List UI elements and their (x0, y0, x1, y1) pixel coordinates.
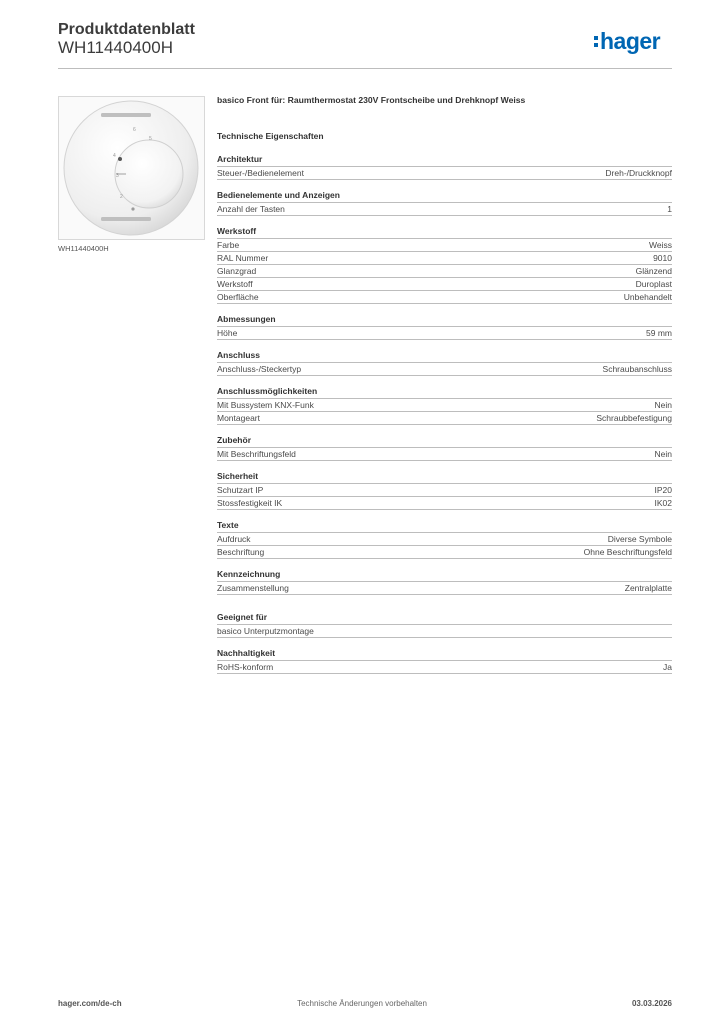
spec-row (217, 532, 672, 545)
footer-date: 03.03.2026 (631, 999, 672, 1008)
section-title: Anschluss (217, 350, 260, 360)
spec-label: RoHS-konform (217, 662, 274, 672)
spec-label: Stossfestigkeit IK (217, 498, 283, 508)
spec-value: Zentralplatte (624, 583, 672, 593)
spec-value: IP20 (654, 485, 672, 495)
spec-row (217, 660, 672, 674)
product-code: WH11440400H (58, 38, 173, 57)
footer-website: hager.com/de-ch (58, 999, 122, 1008)
spec-label: RAL Nummer (217, 253, 269, 263)
section-title: Werkstoff (217, 226, 257, 236)
thermostat-illustration (59, 97, 204, 239)
spec-row (217, 166, 672, 180)
spec-section (217, 225, 672, 304)
spec-label: basico Unterputzmontage (217, 626, 314, 636)
spec-section (217, 189, 672, 216)
spec-section (217, 313, 672, 340)
section-title: Anschlussmöglichkeiten (217, 386, 318, 396)
spec-row (217, 251, 672, 264)
spec-row (217, 326, 672, 340)
spec-panel (217, 95, 672, 683)
spec-section (217, 470, 672, 510)
spec-label: Farbe (217, 240, 240, 250)
section-title: Texte (217, 520, 239, 530)
dial-marking: 3 (116, 173, 119, 179)
product-description: basico Front für: Raumthermostat 230V Frontscheibe und Drehknopf Weiss (217, 95, 526, 105)
spec-section (217, 349, 672, 376)
spec-value: Ja (663, 662, 672, 672)
spec-value: Unbehandelt (623, 292, 672, 302)
spec-label: Mit Bussystem KNX-Funk (217, 400, 314, 410)
section-title: Bedienelemente und Anzeigen (217, 190, 340, 200)
image-caption: WH11440400H (58, 244, 109, 253)
spec-value: 1 (667, 204, 672, 214)
dial-marking: 5 (149, 136, 152, 142)
dial-marking: 6 (133, 127, 136, 133)
spec-label: Schutzart IP (217, 485, 264, 495)
spec-value: Nein (654, 449, 672, 459)
spec-value: Ohne Beschriftungsfeld (583, 547, 672, 557)
spec-value: Weiss (649, 240, 672, 250)
spec-label: Werkstoff (217, 279, 253, 289)
spec-row (217, 447, 672, 461)
spec-row (217, 290, 672, 304)
spec-label: Glanzgrad (217, 266, 257, 276)
spec-value: Dreh-/Druckknopf (605, 168, 672, 178)
spec-value: IK02 (654, 498, 672, 508)
logo-wordmark: hager (600, 28, 661, 54)
spec-row (217, 581, 672, 595)
header-divider (58, 68, 672, 69)
spec-label: Montageart (217, 413, 260, 423)
spec-label: Mit Beschriftungsfeld (217, 449, 296, 459)
spec-sections (217, 153, 672, 674)
properties-heading: Technische Eigenschaften (217, 131, 324, 141)
hager-logo (594, 28, 660, 55)
spec-row (217, 624, 672, 638)
spec-row (217, 483, 672, 496)
indicator-dot (118, 157, 122, 161)
spec-label: Anzahl der Tasten (217, 204, 285, 214)
spec-row (217, 202, 672, 216)
spec-section (217, 611, 672, 638)
spec-label: Oberfläche (217, 292, 259, 302)
spec-value: 59 mm (646, 328, 672, 338)
spec-value: Schraubanschluss (602, 364, 672, 374)
spec-row (217, 362, 672, 376)
bottom-slot (101, 217, 151, 221)
spec-label: Steuer-/Bedienelement (217, 168, 304, 178)
section-title: Kennzeichnung (217, 569, 281, 579)
spec-section (217, 385, 672, 425)
spec-label: Zusammenstellung (217, 583, 289, 593)
document-title: Produktdatenblatt (58, 21, 195, 38)
spec-row (217, 277, 672, 290)
spec-row (217, 411, 672, 425)
spec-value: Glänzend (635, 266, 672, 276)
spec-value: Nein (654, 400, 672, 410)
spec-section (217, 153, 672, 180)
section-title: Abmessungen (217, 314, 276, 324)
logo-dots-icon (594, 36, 598, 47)
spec-label: Beschriftung (217, 547, 265, 557)
spec-label: Anschluss-/Steckertyp (217, 364, 302, 374)
section-title: Architektur (217, 154, 263, 164)
bottom-dot (131, 207, 134, 210)
section-title: Sicherheit (217, 471, 259, 481)
footer-notice: Technische Änderungen vorbehalten (297, 999, 427, 1008)
section-title: Geeignet für (217, 612, 268, 622)
dial-marking: 4 (113, 153, 116, 159)
dial-marking: 2 (120, 194, 123, 200)
spec-label: Aufdruck (217, 534, 251, 544)
spec-section (217, 568, 672, 595)
spec-section (217, 647, 672, 674)
spec-row (217, 264, 672, 277)
spec-section (217, 519, 672, 559)
spec-section (217, 434, 672, 461)
spec-value: Schraubbefestigung (596, 413, 672, 423)
spec-row (217, 496, 672, 510)
spec-value: 9010 (653, 253, 672, 263)
spec-row (217, 238, 672, 251)
spec-value: Duroplast (635, 279, 672, 289)
spec-row (217, 545, 672, 559)
product-image (58, 96, 205, 240)
spec-value: Diverse Symbole (607, 534, 672, 544)
spec-label: Höhe (217, 328, 238, 338)
section-title: Zubehör (217, 435, 251, 445)
spec-row (217, 398, 672, 411)
section-title: Nachhaltigkeit (217, 648, 276, 658)
top-slot (101, 113, 151, 117)
